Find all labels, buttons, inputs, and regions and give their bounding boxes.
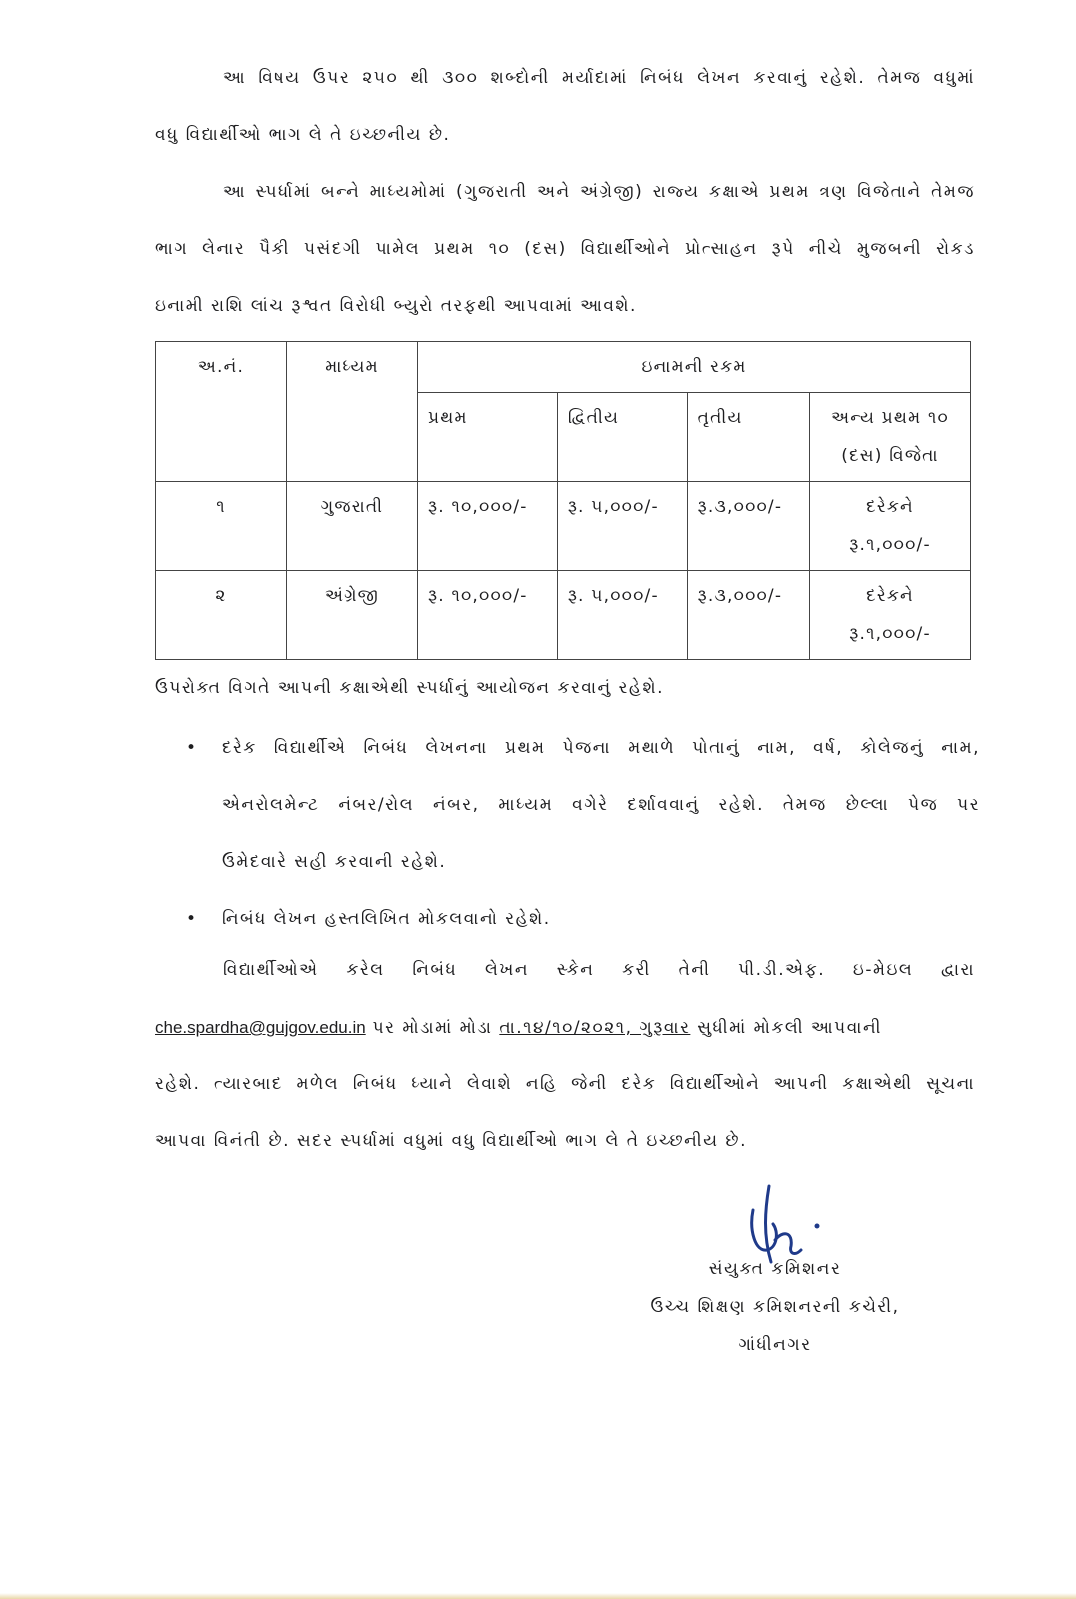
deadline-date: તા.૧૪/૧૦/૨૦૨૧, ગુરૂવાર <box>499 1018 691 1038</box>
prize-paragraph <box>155 164 975 221</box>
header-medium: માધ્યમ <box>287 342 418 482</box>
email-link[interactable]: che.spardha@gujgov.edu.in <box>155 1018 366 1037</box>
closing-paragraph-2 <box>155 999 975 1057</box>
after-table-text <box>155 660 975 717</box>
header-other-line-2: (દસ) વિજેતા <box>841 446 939 466</box>
closing-paragraph <box>155 942 975 999</box>
prize-table <box>155 341 971 660</box>
cell-second: રૂ. ૫,૦૦૦/- <box>557 571 687 660</box>
bullet-1-line-3: ઉમેદવારે સહી કરવાની રહેશે. <box>222 852 447 872</box>
closing-line-3: રહેશે. ત્યારબાદ મળેલ નિબંધ ધ્યાને લેવાશે નહિ જેની દરેક વિદ્યાર્થીઓને આપની કક્ષાએથી સૂચના <box>155 1074 975 1094</box>
cell-other <box>810 571 971 660</box>
page-bottom-edge <box>0 1593 1076 1599</box>
cell-third: રૂ.૩,૦૦૦/- <box>687 571 809 660</box>
header-sr: અ.નં. <box>156 342 287 482</box>
intro-line-1: આ વિષય ઉપર ૨૫૦ થી ૩૦૦ શબ્દોની મર્યાદામાં નિબંધ લેખન કરવાનું રહેશે. તેમજ વધુમાં <box>223 68 975 88</box>
cell-third: રૂ.૩,૦૦૦/- <box>687 482 809 571</box>
closing-line-2-end: સુધીમાં મોકલી આપવાની <box>690 1018 882 1038</box>
closing-paragraph-3 <box>155 1056 975 1113</box>
cell-other-line-1: દરેકને <box>866 497 914 517</box>
prize-paragraph-2 <box>155 221 975 278</box>
header-prize-group: ઇનામની રકમ <box>418 342 971 393</box>
prize-paragraph-3 <box>155 278 975 335</box>
signatory-place: ગાંધીનગર <box>738 1335 812 1355</box>
cell-first: રૂ. ૧૦,૦૦૦/- <box>418 571 558 660</box>
bullet-2-line: નિબંધ લેખન હસ્તલિખિત મોકલવાનો રહેશે. <box>222 909 551 929</box>
bullet-1-line-2: એનરોલમેન્ટ નંબર/રોલ નંબર, માધ્યમ વગેરે દર્શાવવાનું રહેશે. તેમજ છેલ્લા પેજ પર <box>222 795 980 815</box>
cell-other <box>810 482 971 571</box>
after-table-line: ઉપરોક્ત વિગતે આપની કક્ષાએથી સ્પર્ધાનું આયોજન કરવાનું રહેશે. <box>155 678 664 698</box>
cell-first: રૂ. ૧૦,૦૦૦/- <box>418 482 558 571</box>
intro-paragraph <box>155 50 975 107</box>
cell-other-line-2: રૂ.૧,૦૦૦/- <box>849 535 931 555</box>
intro-line-2: વધુ વિદ્યાર્થીઓ ભાગ લે તે ઇચ્છનીય છે. <box>155 125 451 145</box>
cell-medium: ગુજરાતી <box>287 482 418 571</box>
signatory-designation: સંયુક્ત કમિશનર <box>708 1259 842 1279</box>
header-other <box>810 393 971 482</box>
bullet-1-line-1: દરેક વિદ્યાર્થીએ નિબંધ લેખનના પ્રથમ પેજના મથાળે પોતાનું નામ, વર્ષ, કોલેજનું નામ, <box>222 738 980 758</box>
prize-line-2: ભાગ લેનાર પૈકી પસંદગી પામેલ પ્રથમ ૧૦ (દસ) વિદ્યાર્થીઓને પ્રોત્સાહન રૂપે નીચે મુજબની રોકડ <box>155 239 975 259</box>
cell-other-line-2: રૂ.૧,૦૦૦/- <box>849 624 931 644</box>
bullet-icon: • <box>186 738 198 758</box>
cell-sr: ૧ <box>156 482 287 571</box>
header-first: પ્રથમ <box>418 393 558 482</box>
header-third: તૃતીય <box>687 393 809 482</box>
signatory-office: ઉચ્ચ શિક્ષણ કમિશનરની કચેરી, <box>650 1297 900 1317</box>
cell-other-line-1: દરેકને <box>866 586 914 606</box>
cell-sr: ૨ <box>156 571 287 660</box>
cell-medium: અંગ્રેજી <box>287 571 418 660</box>
signature-block <box>610 1250 940 1364</box>
instruction-list <box>180 720 980 948</box>
prize-line-1: આ સ્પર્ધામાં બન્ને માધ્યમોમાં (ગુજરાતી અને અંગ્રેજી) રાજ્ય કક્ષાએ પ્રથમ ત્રણ વિજેતાને તેમજ <box>223 182 975 202</box>
bullet-icon: • <box>186 909 198 929</box>
prize-line-3: ઇનામી રાશિ લાંચ રૂશ્વત વિરોધી બ્યુરો તરફથી આપવામાં આવશે. <box>155 296 637 316</box>
table-header-row <box>156 342 971 393</box>
table-row <box>156 571 971 660</box>
table-row <box>156 482 971 571</box>
intro-paragraph-cont <box>155 107 975 164</box>
list-item <box>180 891 980 948</box>
closing-line-4: આપવા વિનંતી છે. સદર સ્પર્ધામાં વધુમાં વધુ વિદ્યાર્થીઓ ભાગ લે તે ઇચ્છનીય છે. <box>155 1131 747 1151</box>
header-second: દ્વિતીય <box>557 393 687 482</box>
cell-second: રૂ. ૫,૦૦૦/- <box>557 482 687 571</box>
closing-line-2-mid: પર મોડામાં મોડા <box>365 1018 500 1038</box>
closing-line-1: વિદ્યાર્થીઓએ કરેલ નિબંધ લેખન સ્કેન કરી તેની પી.ડી.એફ. ઇ-મેઇલ દ્વારા <box>223 960 975 980</box>
closing-paragraph-4 <box>155 1113 975 1170</box>
list-item <box>180 720 980 891</box>
header-other-line-1: અન્ય પ્રથમ ૧૦ <box>831 408 949 428</box>
